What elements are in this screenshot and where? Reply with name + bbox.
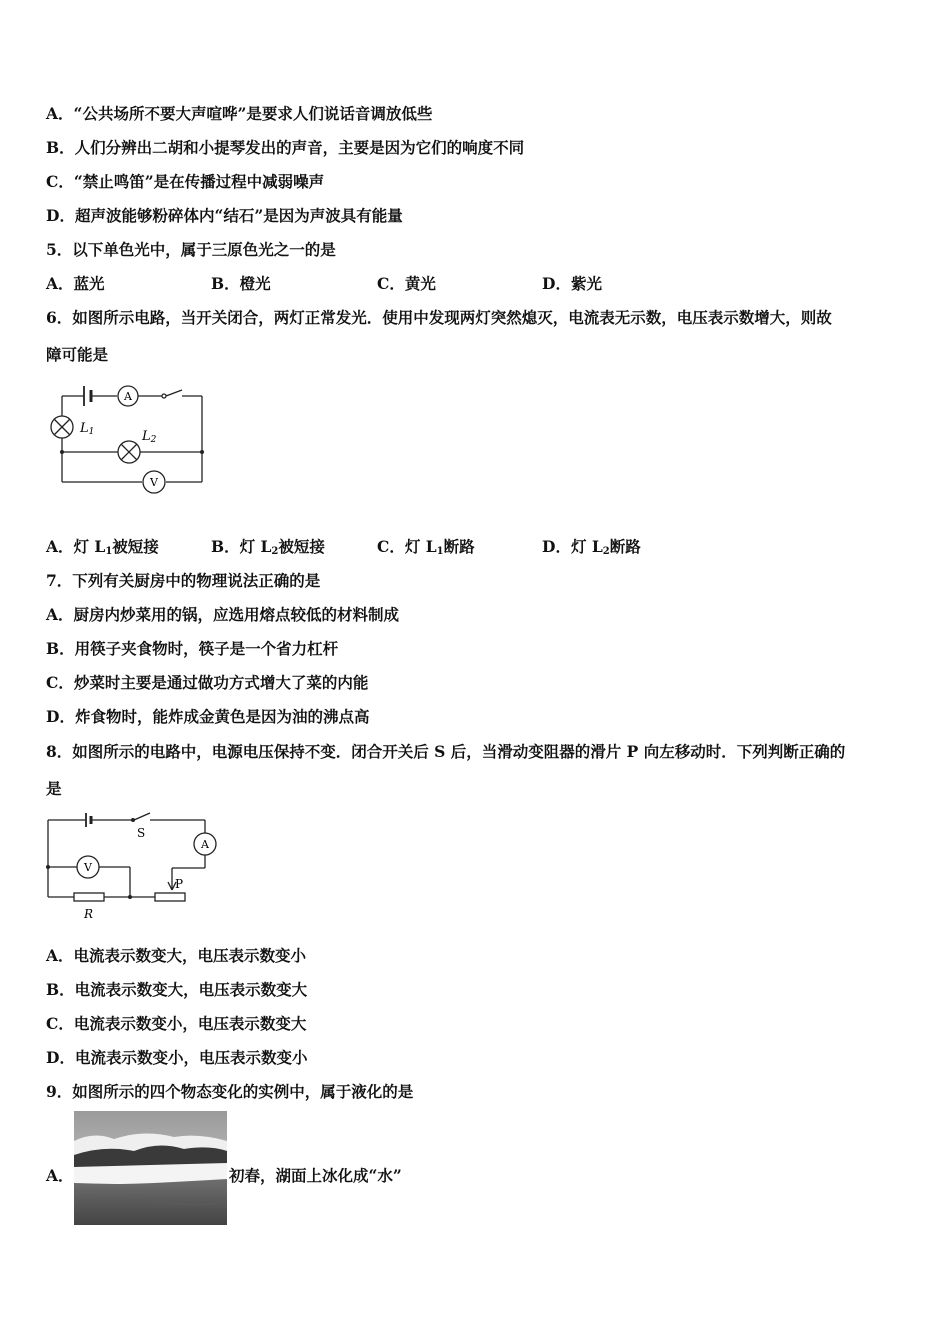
q8-option-d: D．电流表示数变小，电压表示数变小 xyxy=(46,1048,308,1067)
q7-option-d: D．炸食物时，能炸成金黄色是因为油的沸点高 xyxy=(46,707,370,726)
q8-switch-label: S xyxy=(137,826,146,840)
q7-option-b: B．用筷子夹食物时，筷子是一个省力杠杆 xyxy=(46,639,339,658)
q8-stem-line2: 是 xyxy=(46,779,62,798)
q8-option-c: C．电流表示数变小，电压表示数变大 xyxy=(46,1014,307,1033)
q5-stem: 5．以下单色光中，属于三原色光之一的是 xyxy=(46,240,336,259)
q5-option-a: A．蓝光 xyxy=(46,274,105,293)
q7-option-c: C．炒菜时主要是通过做功方式增大了菜的内能 xyxy=(46,673,369,692)
q8-voltmeter-label: V xyxy=(84,861,92,874)
q4-option-b: B．人们分辨出二胡和小提琴发出的声音，主要是因为它们的响度不同 xyxy=(46,138,525,157)
q8-stem-line1: 8．如图所示的电路中，电源电压保持不变．闭合开关后 S 后，当滑动变阻器的滑片 P 向左移动时．下列判断正确的 xyxy=(46,742,846,761)
q9-option-a-photo xyxy=(74,1111,227,1225)
q5-option-c: C．黄光 xyxy=(377,274,436,293)
q9-option-a-text: 初春，湖面上冰化成“水” xyxy=(229,1166,402,1185)
q6-ammeter-label: A xyxy=(124,390,132,403)
q9-option-a-label: A． xyxy=(46,1166,74,1185)
q4-option-a: A．“公共场所不要大声喧哗”是要求人们说话音调放低些 xyxy=(46,104,433,123)
q9-stem: 9．如图所示的四个物态变化的实例中，属于液化的是 xyxy=(46,1082,414,1101)
q4-option-d: D．超声波能够粉碎体内“结石”是因为声波具有能量 xyxy=(46,206,403,225)
q6-option-b: B．灯 $L_2$被短接 xyxy=(211,537,325,557)
q8-resistor-label: R xyxy=(84,907,94,921)
q4-option-c: C．“禁止鸣笛”是在传播过程中减弱噪声 xyxy=(46,172,325,191)
q6-stem-line2: 障可能是 xyxy=(46,345,109,364)
q6-stem-line1: 6．如图所示电路，当开关闭合，两灯正常发光．使用中发现两灯突然熄灭，电流表无示数，电压表示数增大，则故 xyxy=(46,308,832,327)
q8-option-b: B．电流表示数变大，电压表示数变大 xyxy=(46,980,308,999)
q6-option-d: D．灯 $L_2$断路 xyxy=(542,537,641,557)
q5-option-b: B．橙光 xyxy=(211,274,271,293)
q6-lamp1-label: L1 xyxy=(80,421,95,437)
q8-ammeter-label: A xyxy=(201,838,209,851)
q5-option-d: D．紫光 xyxy=(542,274,602,293)
q7-stem: 7．下列有关厨房中的物理说法正确的是 xyxy=(46,571,321,590)
q8-slider-label: P xyxy=(175,877,184,891)
q6-option-a: A．灯 $L_1$被短接 xyxy=(46,537,159,557)
q6-option-c: C．灯 $L_1$断路 xyxy=(377,537,475,557)
q6-voltmeter-label: V xyxy=(150,476,158,489)
q8-option-a: A．电流表示数变大，电压表示数变小 xyxy=(46,946,307,965)
q6-circuit-diagram xyxy=(44,378,214,496)
q6-lamp2-label: L2 xyxy=(142,429,157,445)
q7-option-a: A．厨房内炒菜用的锅，应选用熔点较低的材料制成 xyxy=(46,605,400,624)
q8-circuit-diagram xyxy=(42,808,222,926)
